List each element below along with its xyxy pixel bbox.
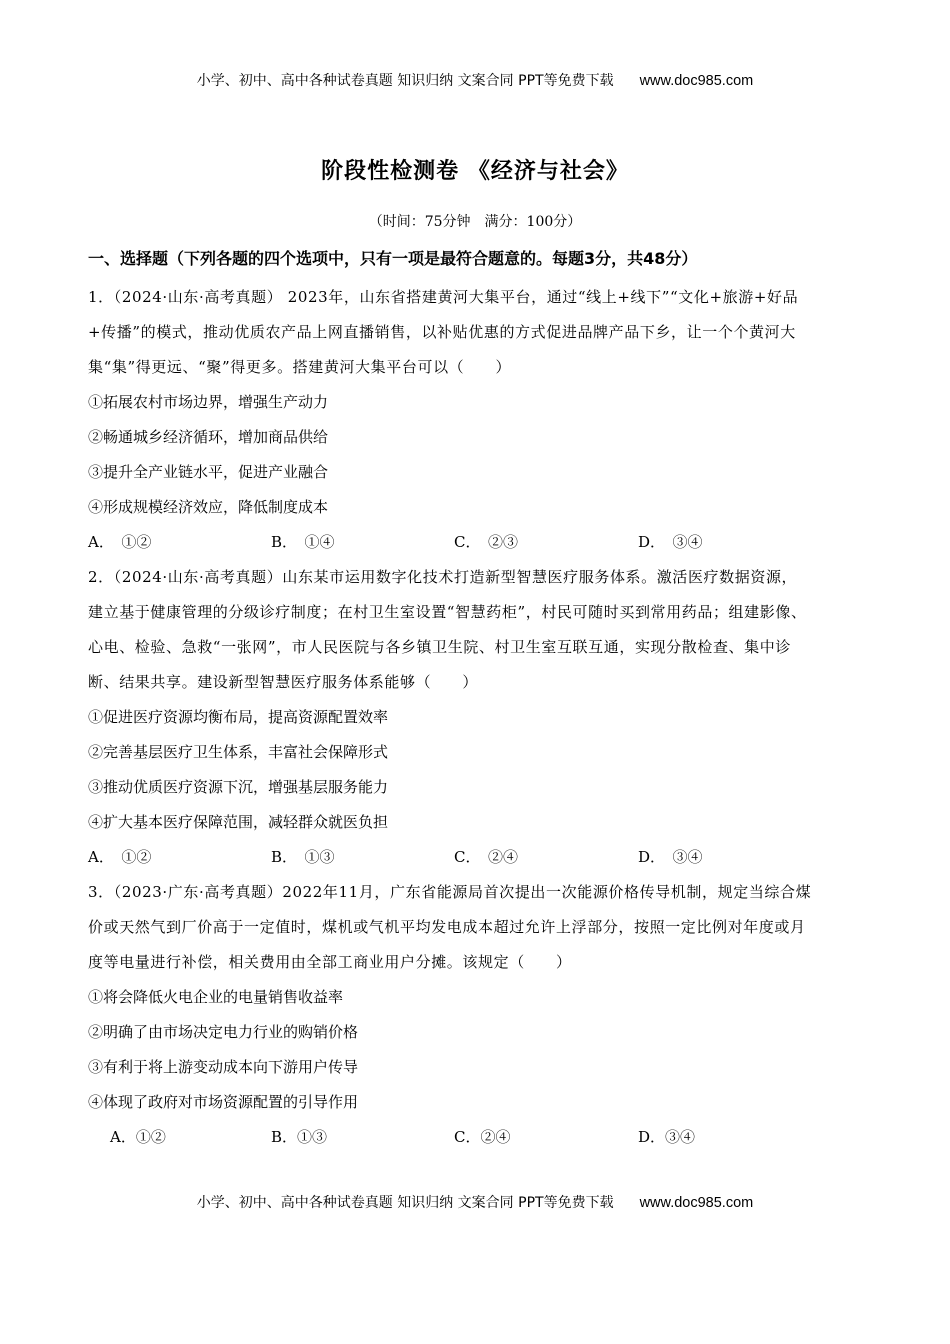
page-header	[0, 70, 950, 90]
header-url[interactable]: www.doc985.com	[639, 73, 754, 89]
choice-c: C． ②③	[454, 533, 518, 551]
answer-choices	[88, 1120, 868, 1155]
question-1	[88, 280, 868, 560]
choice-a: A． ①②	[88, 848, 152, 866]
question-stem-line: +传播”的模式，推动优质农产品上网直播销售，以补贴优惠的方式促进品牌产品下乡，让一个个黄河大	[88, 323, 796, 341]
question-option: ①促进医疗资源均衡布局，提高资源配置效率	[88, 708, 389, 726]
choice-d: D． ③④	[638, 533, 703, 551]
question-option: ③有利于将上游变动成本向下游用户传导	[88, 1058, 359, 1076]
question-option: ②畅通城乡经济循环，增加商品供给	[88, 428, 329, 446]
section-heading: 一、选择题（下列各题的四个选项中，只有一项是最符合题意的。每题3分，共48分）	[88, 249, 698, 268]
question-stem-line: 1．（2024·山东·高考真题） 2023年，山东省搭建黄河大集平台，通过“线上+线下”“文化+旅游+好品	[88, 288, 799, 306]
question-stem-line: 心电、检验、急救“一张网”，市人民医院与各乡镇卫生院、村卫生室互联互通，实现分散检查、集中诊	[88, 638, 791, 656]
question-option: ③提升全产业链水平，促进产业融合	[88, 463, 329, 481]
question-3	[88, 875, 868, 1155]
question-option: ①将会降低火电企业的电量销售收益率	[88, 988, 344, 1006]
question-stem-line: 建立基于健康管理的分级诊疗制度；在村卫生室设置“智慧药柜”，村民可随时买到常用药品；组建影像、	[88, 603, 807, 621]
footer-text: 小学、初中、高中各种试卷真题 知识归纳 文案合同 PPT等免费下载	[196, 1195, 614, 1211]
choice-b: B． ①④	[271, 533, 335, 551]
question-option: ①拓展农村市场边界，增强生产动力	[88, 393, 329, 411]
question-list	[88, 280, 868, 1155]
question-option: ④扩大基本医疗保障范围，减轻群众就医负担	[88, 813, 389, 831]
choice-a: A．①②	[110, 1128, 166, 1146]
header-text: 小学、初中、高中各种试卷真题 知识归纳 文案合同 PPT等免费下载	[196, 73, 614, 89]
choice-c: C． ②④	[454, 848, 518, 866]
question-stem-line: 3．（2023·广东·高考真题）2022年11月，广东省能源局首次提出一次能源价格传导机制，规定当综合煤	[88, 883, 812, 901]
question-option: ④体现了政府对市场资源配置的引导作用	[88, 1093, 359, 1111]
question-stem-line: 断、结果共享。建设新型智慧医疗服务体系能够（ ）	[88, 673, 479, 691]
question-stem-line: 度等电量进行补偿，相关费用由全部工商业用户分摊。该规定（ ）	[88, 953, 572, 971]
answer-choices	[88, 525, 868, 560]
question-stem-line: 2．（2024·山东·高考真题）山东某市运用数字化技术打造新型智慧医疗服务体系。激活医疗数据资源，	[88, 568, 798, 586]
question-stem-line: 集“集”得更远、“聚”得更多。搭建黄河大集平台可以（ ）	[88, 358, 512, 376]
page-footer	[0, 1192, 950, 1212]
question-option: ②完善基层医疗卫生体系，丰富社会保障形式	[88, 743, 389, 761]
choice-c: C．②④	[454, 1128, 511, 1146]
page-title: 阶段性检测卷 《经济与社会》	[321, 159, 629, 184]
choice-d: D．③④	[638, 1128, 696, 1146]
choice-b: B． ①③	[271, 848, 335, 866]
exam-info: （时间：75分钟 满分：100分）	[368, 214, 582, 230]
question-stem-line: 价或天然气到厂价高于一定值时，煤机或气机平均发电成本超过允许上浮部分，按照一定比例对年度或月	[88, 918, 806, 936]
question-option: ②明确了由市场决定电力行业的购销价格	[88, 1023, 359, 1041]
question-option: ④形成规模经济效应，降低制度成本	[88, 498, 329, 516]
choice-a: A． ①②	[88, 533, 152, 551]
question-option: ③推动优质医疗资源下沉，增强基层服务能力	[88, 778, 389, 796]
question-2	[88, 560, 868, 875]
choice-d: D． ③④	[638, 848, 703, 866]
choice-b: B．①③	[271, 1128, 328, 1146]
answer-choices	[88, 840, 868, 875]
footer-url[interactable]: www.doc985.com	[639, 1195, 754, 1211]
